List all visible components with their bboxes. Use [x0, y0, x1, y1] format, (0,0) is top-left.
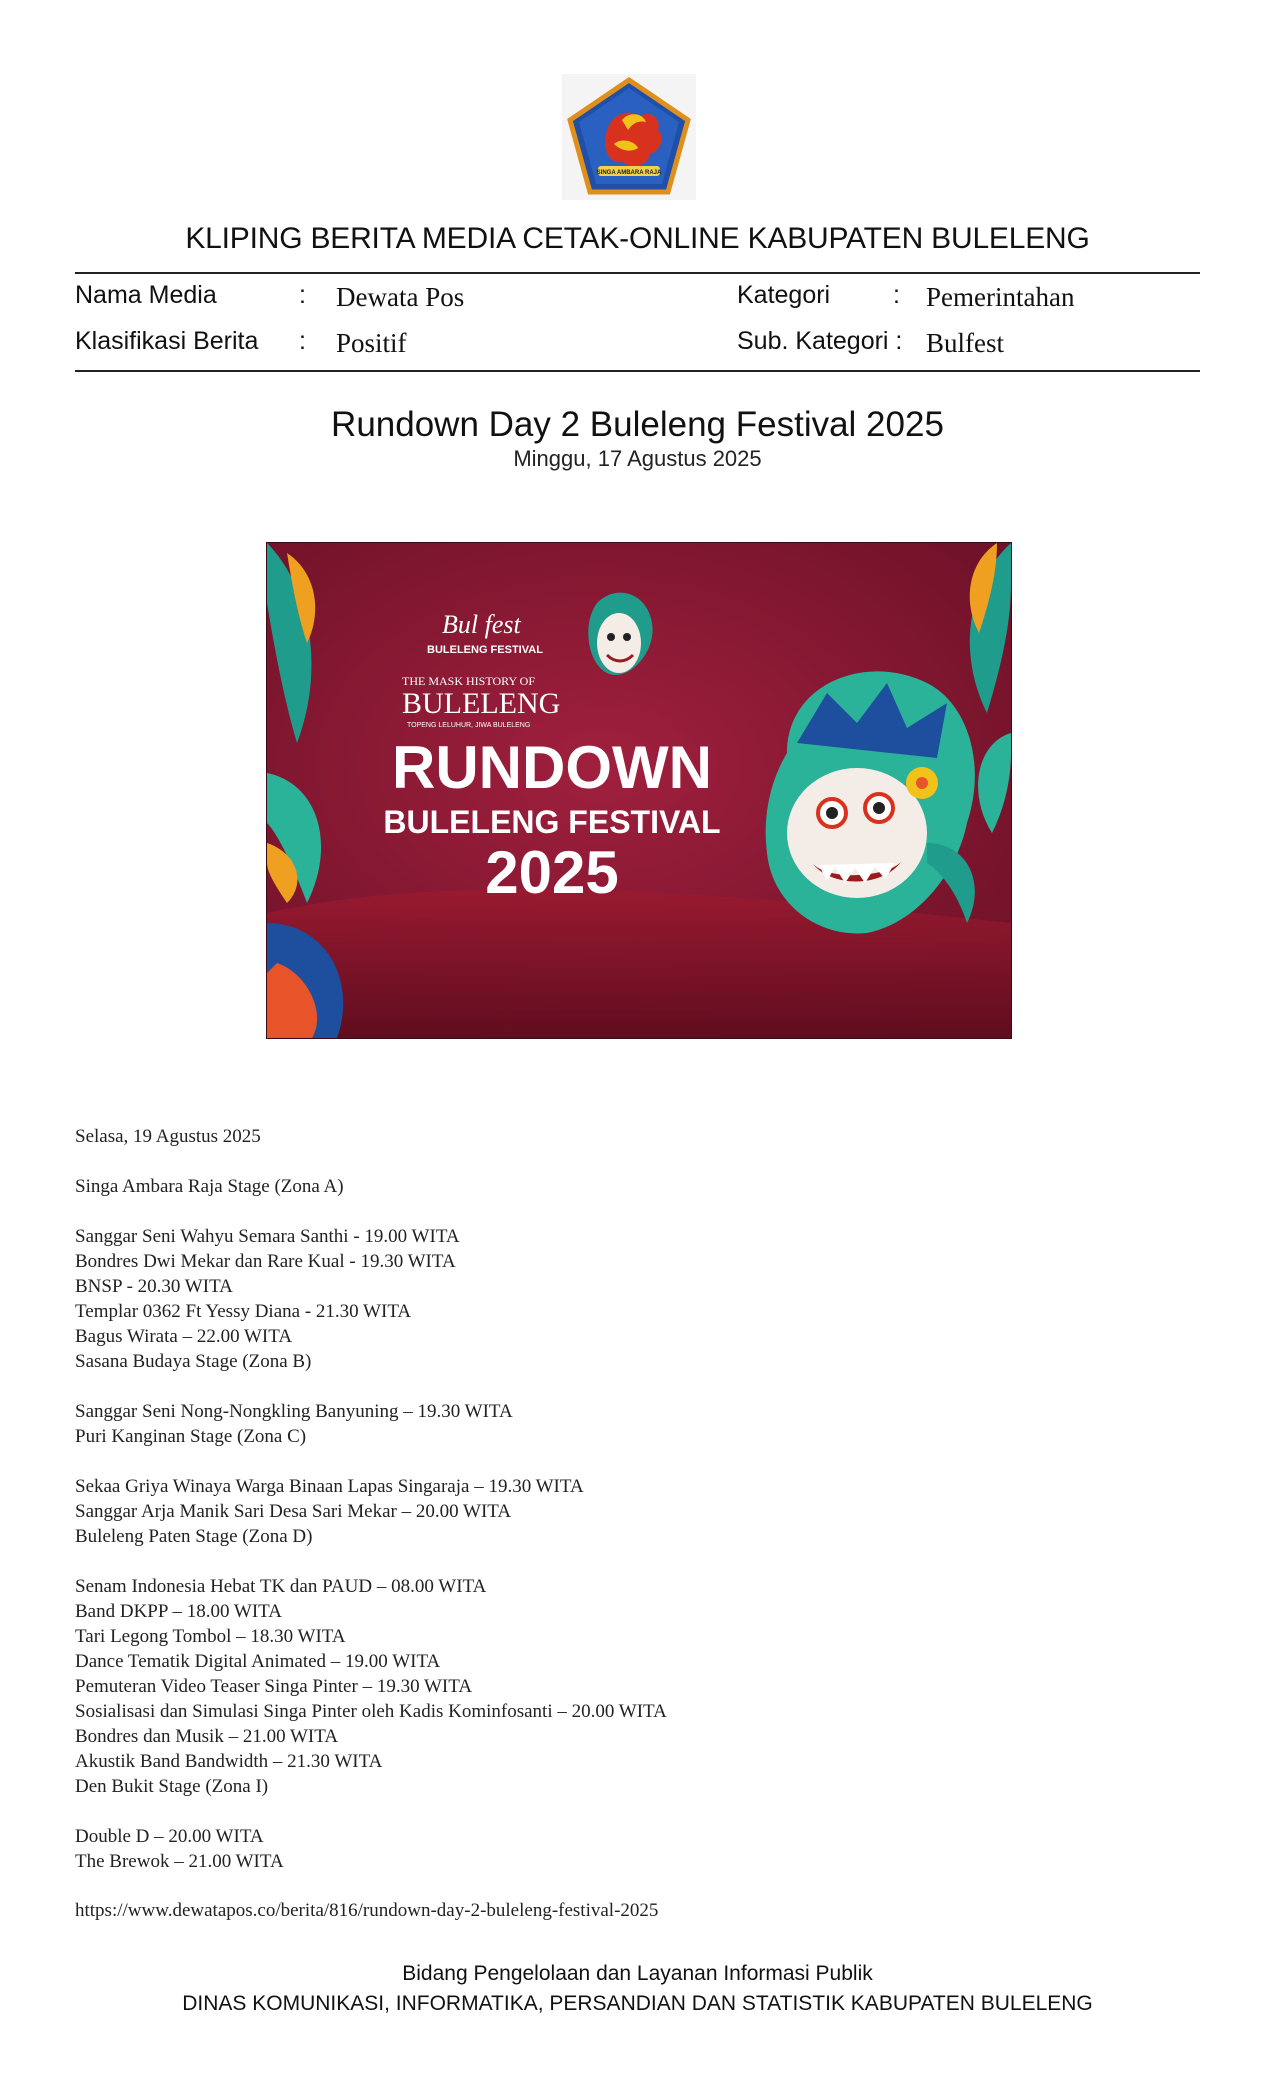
body-line: Sanggar Seni Wahyu Semara Santhi - 19.00 WITA [75, 1226, 460, 1247]
body-line: Buleleng Paten Stage (Zona D) [75, 1526, 313, 1547]
body-line: Bondres dan Musik – 21.00 WITA [75, 1726, 339, 1747]
body-line: Sekaa Griya Winaya Warga Binaan Lapas Singaraja – 19.30 WITA [75, 1476, 584, 1497]
body-line: Tari Legong Tombol – 18.30 WITA [75, 1626, 346, 1647]
clipping-header-title: KLIPING BERITA MEDIA CETAK-ONLINE KABUPATEN BULELENG [185, 222, 1090, 255]
tagline-small: THE MASK HISTORY OF [402, 674, 536, 688]
banner-heading-festival: BULELENG FESTIVAL [383, 804, 721, 840]
brand-script: Bul fest [442, 610, 521, 639]
source-url-link[interactable]: https://www.dewatapos.co/berita/816/rundown-day-2-buleleng-festival-2025 [75, 1900, 659, 1921]
body-line: Senam Indonesia Hebat TK dan PAUD – 08.00 WITA [75, 1576, 487, 1597]
body-line: Sanggar Seni Nong-Nongkling Banyuning – 19.30 WITA [75, 1401, 513, 1422]
subkategori-value: Bulfest [926, 328, 1004, 358]
article-body [75, 1124, 1200, 1874]
body-line: Puri Kanginan Stage (Zona C) [75, 1426, 307, 1447]
festival-banner-image [266, 542, 1012, 1039]
body-blank-line [75, 1149, 1200, 1174]
klasifikasi-value: Positif [336, 328, 407, 358]
article-title: Rundown Day 2 Buleleng Festival 2025 [331, 405, 944, 444]
media-label: Nama Media [75, 281, 217, 309]
body-line: Bagus Wirata – 22.00 WITA [75, 1326, 293, 1347]
footer-department: Bidang Pengelolaan dan Layanan Informasi Publik [402, 1962, 873, 1985]
body-line: BNSP - 20.30 WITA [75, 1276, 233, 1297]
body-line: Den Bukit Stage (Zona I) [75, 1776, 269, 1797]
body-blank-line [75, 1549, 1200, 1574]
subkategori-label: Sub. Kategori : [737, 327, 903, 355]
body-blank-line [75, 1799, 1200, 1824]
logo-caption: SINGA AMBARA RAJA [596, 170, 662, 176]
singa-ambara-raja-logo [562, 74, 696, 200]
body-line: Templar 0362 Ft Yessy Diana - 21.30 WITA [75, 1301, 412, 1322]
media-value: Dewata Pos [336, 282, 465, 312]
top-divider [75, 272, 1200, 274]
body-blank-line [75, 1374, 1200, 1399]
article-date: Minggu, 17 Agustus 2025 [513, 446, 762, 471]
kategori-value: Pemerintahan [926, 282, 1075, 312]
footer-agency: DINAS KOMUNIKASI, INFORMATIKA, PERSANDIAN DAN STATISTIK KABUPATEN BULELENG [182, 1992, 1093, 2015]
sub-tagline: TOPENG LELUHUR, JIWA BULELENG [407, 722, 531, 729]
brand-name: BULELENG FESTIVAL [427, 644, 543, 656]
klasifikasi-colon: : [299, 327, 306, 355]
banner-heading-rundown: RUNDOWN [392, 734, 712, 801]
bottom-divider [75, 370, 1200, 372]
klasifikasi-label: Klasifikasi Berita [75, 327, 259, 355]
kategori-label: Kategori [737, 281, 831, 309]
body-line: Sanggar Arja Manik Sari Desa Sari Mekar – 20.00 WITA [75, 1501, 512, 1522]
body-blank-line [75, 1449, 1200, 1474]
body-line: Double D – 20.00 WITA [75, 1826, 264, 1847]
body-line: Bondres Dwi Mekar dan Rare Kual - 19.30 WITA [75, 1251, 456, 1272]
banner-heading-year: 2025 [485, 839, 619, 906]
body-line: Selasa, 19 Agustus 2025 [75, 1126, 261, 1147]
body-line: Sasana Budaya Stage (Zona B) [75, 1351, 312, 1372]
body-blank-line [75, 1199, 1200, 1224]
body-line: Dance Tematik Digital Animated – 19.00 WITA [75, 1651, 441, 1672]
body-line: Band DKPP – 18.00 WITA [75, 1601, 282, 1622]
body-line: Singa Ambara Raja Stage (Zona A) [75, 1176, 344, 1197]
kategori-colon: : [893, 281, 900, 309]
body-line: Pemuteran Video Teaser Singa Pinter – 19.30 WITA [75, 1676, 473, 1697]
body-line: Sosialisasi dan Simulasi Singa Pinter oleh Kadis Kominfosanti – 20.00 WITA [75, 1701, 667, 1722]
media-colon: : [299, 281, 306, 309]
body-line: Akustik Band Bandwidth – 21.30 WITA [75, 1751, 383, 1772]
brand-big: BULELENG [402, 687, 561, 720]
body-line: The Brewok – 21.00 WITA [75, 1851, 284, 1872]
